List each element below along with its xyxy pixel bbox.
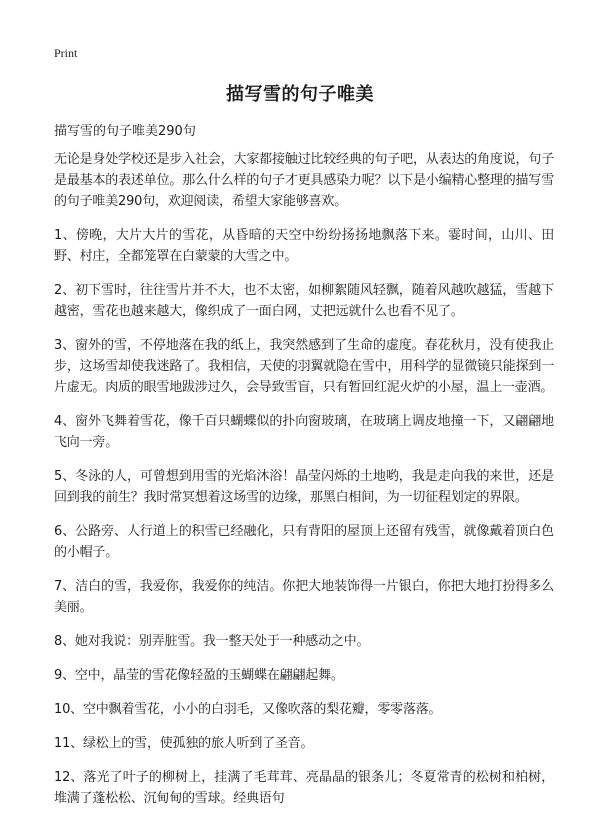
- sentence-item: 7、洁白的雪，我爱你，我爱你的纯洁。你把大地装饰得一片银白，你把大地打扮得多么美丽。: [54, 579, 554, 615]
- page-title: 描写雪的句子唯美: [226, 84, 374, 105]
- print-link[interactable]: Print: [54, 46, 78, 60]
- sentence-item: 10、空中飘着雪花，小小的白羽毛，又像吹落的梨花瓣，零零落落。: [54, 702, 442, 717]
- sentence-item: 5、冬泳的人，可曾想到用雪的光焰沐浴！晶莹闪烁的土地哟，我是走向我的来世，还是回到我的前生？我时常冥想着这场雪的边缘，那黑白相间，为一切征程划定的界限。: [54, 469, 554, 505]
- intro-paragraph: 无论是身处学校还是步入社会，大家都接触过比较经典的句子吧，从表达的角度说，句子是最基本的表述单位。那么什么样的句子才更具感染力呢？以下是小编精心整理的描写雪的句子唯美290句，欢迎阅读，希望大家能够喜欢。: [54, 152, 554, 209]
- sentence-item: 3、窗外的雪，不停地落在我的纸上，我突然感到了生命的虚度。春花秋月，没有使我止步，这场雪却使我迷路了。我相信，天使的羽翼就隐在雪中，用科学的显微镜只能探到一片虚无。肉质的眼雪地跋涉过久，会导致雪盲，只有暂回红泥火炉的小屋，温上一壶酒。: [54, 338, 554, 395]
- sentence-item: 9、空中，晶莹的雪花像轻盈的玉蝴蝶在翩翩起舞。: [54, 668, 344, 683]
- sentence-item: 12、落光了叶子的柳树上，挂满了毛茸茸、亮晶晶的银条儿；冬夏常青的松树和柏树，堆满了蓬松松、沉甸甸的雪球。经典语句: [54, 770, 554, 806]
- sentence-item: 1、傍晚，大片大片的雪花，从昏暗的天空中纷纷扬扬地飘落下来。霎时间，山川、田野、村庄，全都笼罩在白蒙蒙的大雪之中。: [54, 228, 554, 264]
- sentence-item: 6、公路旁、人行道上的积雪已经融化，只有背阳的屋顶上还留有残雪，就像戴着顶白色的小帽子。: [54, 524, 554, 560]
- sentence-item: 4、窗外飞舞着雪花，像千百只蝴蝶似的扑向窗玻璃，在玻璃上调皮地撞一下，又翩翩地飞向一旁。: [54, 414, 554, 450]
- sentence-item: 2、初下雪时，往往雪片并不大，也不太密，如柳絮随风轻飘，随着风越吹越猛，雪越下越密，雪花也越来越大，像织成了一面白网，丈把远就什么也看不见了。: [54, 283, 554, 319]
- document-body: [54, 149, 554, 822]
- document-subtitle: 描写雪的句子唯美290句: [54, 124, 196, 139]
- sentence-item: 8、她对我说：别弄脏雪。我一整天处于一种感动之中。: [54, 634, 370, 649]
- sentence-item: 11、绿松上的雪，使孤独的旅人听到了圣音。: [54, 736, 314, 751]
